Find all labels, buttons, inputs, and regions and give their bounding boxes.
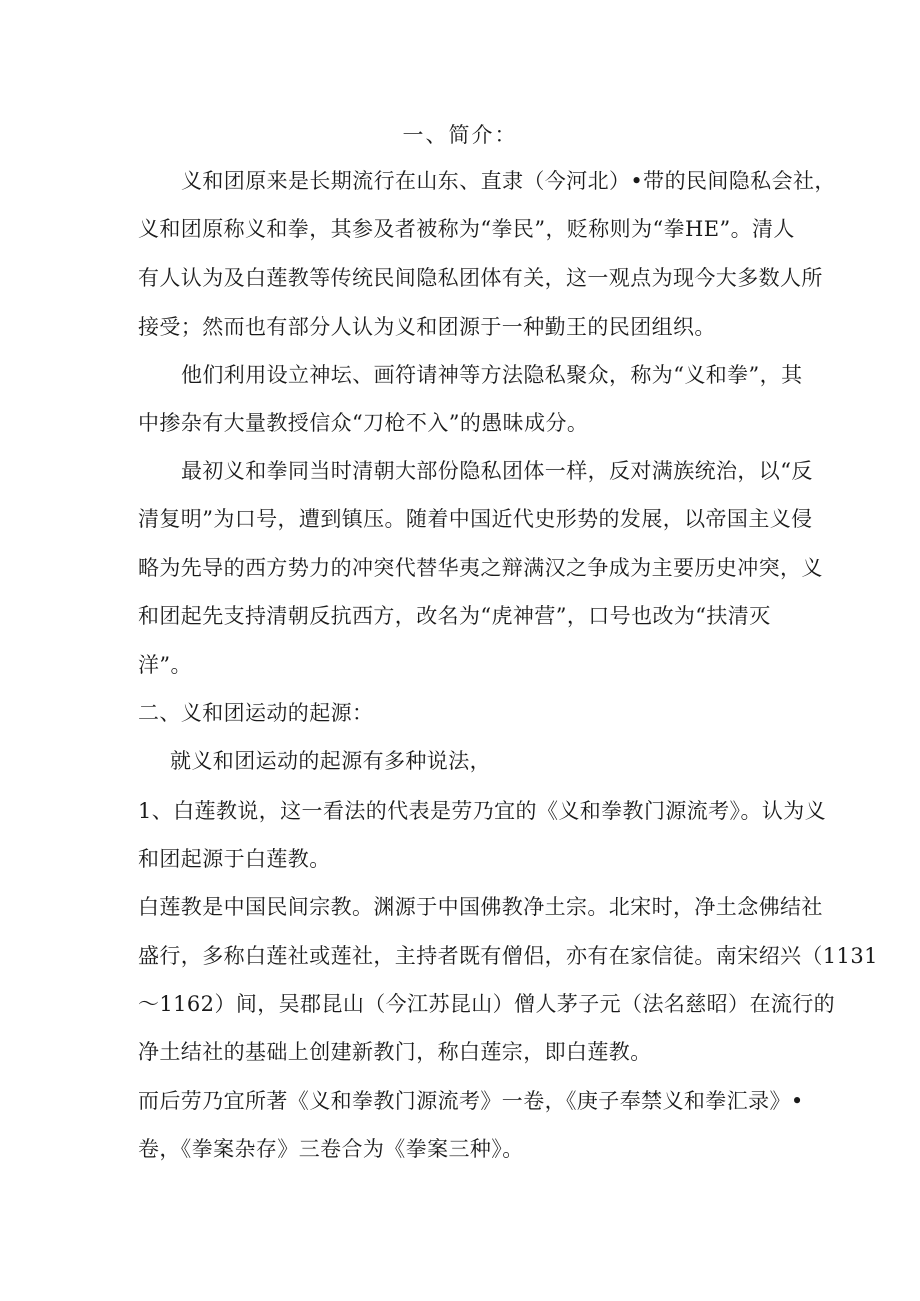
text-line: 和团起先支持清朝反抗西方，改名为“虎神营”，口号也改为“扶清灭 [138,604,771,628]
section-heading-intro: 一、简介： [402,123,518,147]
text-line: 略为先导的西方势力的冲突代替华夷之辩满汉之争成为主要历史冲突，义 [138,556,823,580]
text-line: 中掺杂有大量教授信众“刀枪不入”的愚昧成分。 [138,411,589,435]
paragraph-origin-intro: 就义和团运动的起源有多种说法， [170,749,491,773]
text-line: 洋”。 [138,653,192,677]
text-line: 和团起源于白莲教。 [138,847,331,871]
section-heading-origin: 二、义和团运动的起源： [138,701,374,725]
text-line: 盛行，多称白莲社或莲社，主持者既有僧侣，亦有在家信徒。南宋绍兴（1131 [138,944,878,968]
text-line: 义和团原称义和拳，其参及者被称为“拳民”，贬称则为“拳HE”。清人 [138,217,795,241]
text-line: 净土结社的基础上创建新教门，称白莲宗，即白莲教。 [138,1040,652,1064]
text-line: 1、白莲教说，这一看法的代表是劳乃宜的《义和拳教门源流考》。认为义 [138,799,827,823]
text-line: 有人认为及白莲教等传统民间隐私团体有关，这一观点为现今大多数人所 [138,266,823,290]
text-line: 白莲教是中国民间宗教。渊源于中国佛教净土宗。北宋时，净土念佛结社 [138,895,823,919]
text-line: 他们利用设立神坛、画符请神等方法隐私聚众，称为“义和拳”，其 [181,363,803,387]
text-line: 接受；然而也有部分人认为义和团源于一种勤王的民团组织。 [138,315,716,339]
text-line: ～1162）间，吴郡昆山（今江苏昆山）僧人茅子元（法名慈昭）在流行的 [138,992,836,1016]
text-line: 最初义和拳同当时清朝大部份隐私团体一样，反对满族统治，以“反 [181,459,813,483]
text-line: 清复明”为口号，遭到镇压。随着中国近代史形势的发展，以帝国主义侵 [138,507,813,531]
text-line: 卷，《拳案杂存》三卷合为《拳案三种》。 [138,1137,524,1161]
text-line: 而后劳乃宜所著《义和拳教门源流考》一卷，《庚子奉禁义和拳汇录》• [138,1089,804,1113]
text-line: 义和团原来是长期流行在山东、直隶（今河北）•带的民间隐私会社， [181,169,836,193]
